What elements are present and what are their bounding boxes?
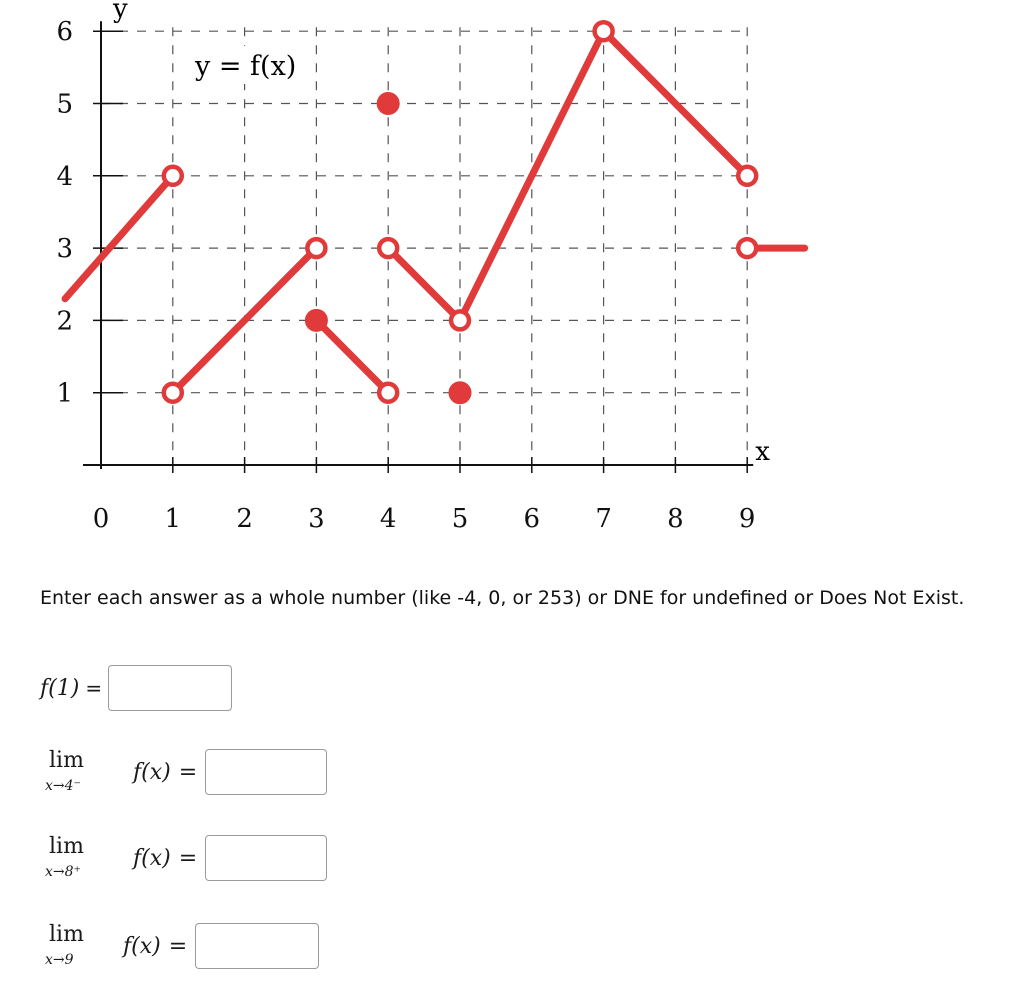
x-tick-label: 9: [738, 504, 756, 534]
limit-equals: =: [178, 845, 198, 871]
curve-segment: [65, 176, 173, 299]
limit-function: f(x): [133, 845, 171, 871]
open-point: [738, 167, 756, 185]
x-tick-label: 1: [164, 504, 182, 534]
question-limit-4-left: [45, 742, 327, 802]
limit-function: f(x): [123, 933, 161, 959]
open-point: [451, 311, 469, 329]
f1-label: f(1): [40, 675, 80, 701]
open-point: [595, 22, 613, 40]
question-limit-8-right: [45, 828, 327, 888]
x-axis-label: x: [755, 437, 770, 467]
x-tick-label: 4: [379, 504, 397, 534]
open-point: [164, 384, 182, 402]
limit-equals: =: [178, 759, 198, 785]
function-label: y = f(x): [195, 51, 297, 82]
x-tick-label: 0: [92, 504, 110, 534]
lim-subscript: x→9: [45, 952, 74, 968]
x-tick-label: 7: [595, 504, 612, 534]
x-tick-label: 6: [523, 504, 541, 534]
closed-point: [305, 309, 327, 331]
open-point: [379, 384, 397, 402]
y-tick-label: 3: [56, 234, 73, 265]
y-tick-label: 2: [56, 306, 73, 337]
lim-word: lim: [49, 922, 84, 947]
limit-notation: [45, 916, 115, 976]
open-point: [738, 239, 756, 257]
closed-point: [377, 93, 399, 115]
y-tick-label: 5: [56, 89, 73, 120]
limit-equals: =: [168, 933, 188, 959]
limit-notation: [45, 742, 125, 802]
limit-function: f(x): [133, 759, 171, 785]
question-f1: [40, 665, 232, 711]
curve-segment: [316, 320, 388, 392]
closed-point: [449, 382, 471, 404]
lim-word: lim: [49, 834, 84, 859]
open-point: [307, 239, 325, 257]
limit-4-left-input[interactable]: [205, 749, 327, 795]
curve-segment: [388, 248, 460, 320]
x-tick-label: 2: [236, 504, 253, 534]
x-tick-label: 8: [667, 504, 684, 534]
limit-8-right-input[interactable]: [205, 835, 327, 881]
question-limit-9: [45, 916, 319, 976]
open-point: [379, 239, 397, 257]
y-tick-label: 1: [56, 378, 73, 409]
axes: [83, 21, 753, 473]
tick-labels: [56, 17, 755, 534]
limit-notation: [45, 828, 125, 888]
lim-word: lim: [49, 748, 84, 773]
x-tick-label: 3: [308, 504, 325, 534]
f1-answer-input[interactable]: [108, 665, 232, 711]
function-curve: [65, 31, 805, 393]
instructions-text: Enter each answer as a whole number (like -4, 0, or 253) or DNE for undefined or Does Not Exist.: [40, 587, 965, 609]
y-axis-label: y: [113, 0, 128, 25]
open-point: [164, 167, 182, 185]
x-tick-label: 5: [451, 504, 469, 534]
limit-9-input[interactable]: [195, 923, 319, 969]
y-tick-label: 4: [56, 161, 73, 192]
lim-subscript: x→4⁻: [45, 778, 81, 794]
lim-subscript: x→8⁺: [45, 864, 81, 880]
grid-lines: [101, 27, 747, 465]
y-tick-label: 6: [56, 17, 73, 48]
f1-equals: =: [85, 676, 103, 700]
